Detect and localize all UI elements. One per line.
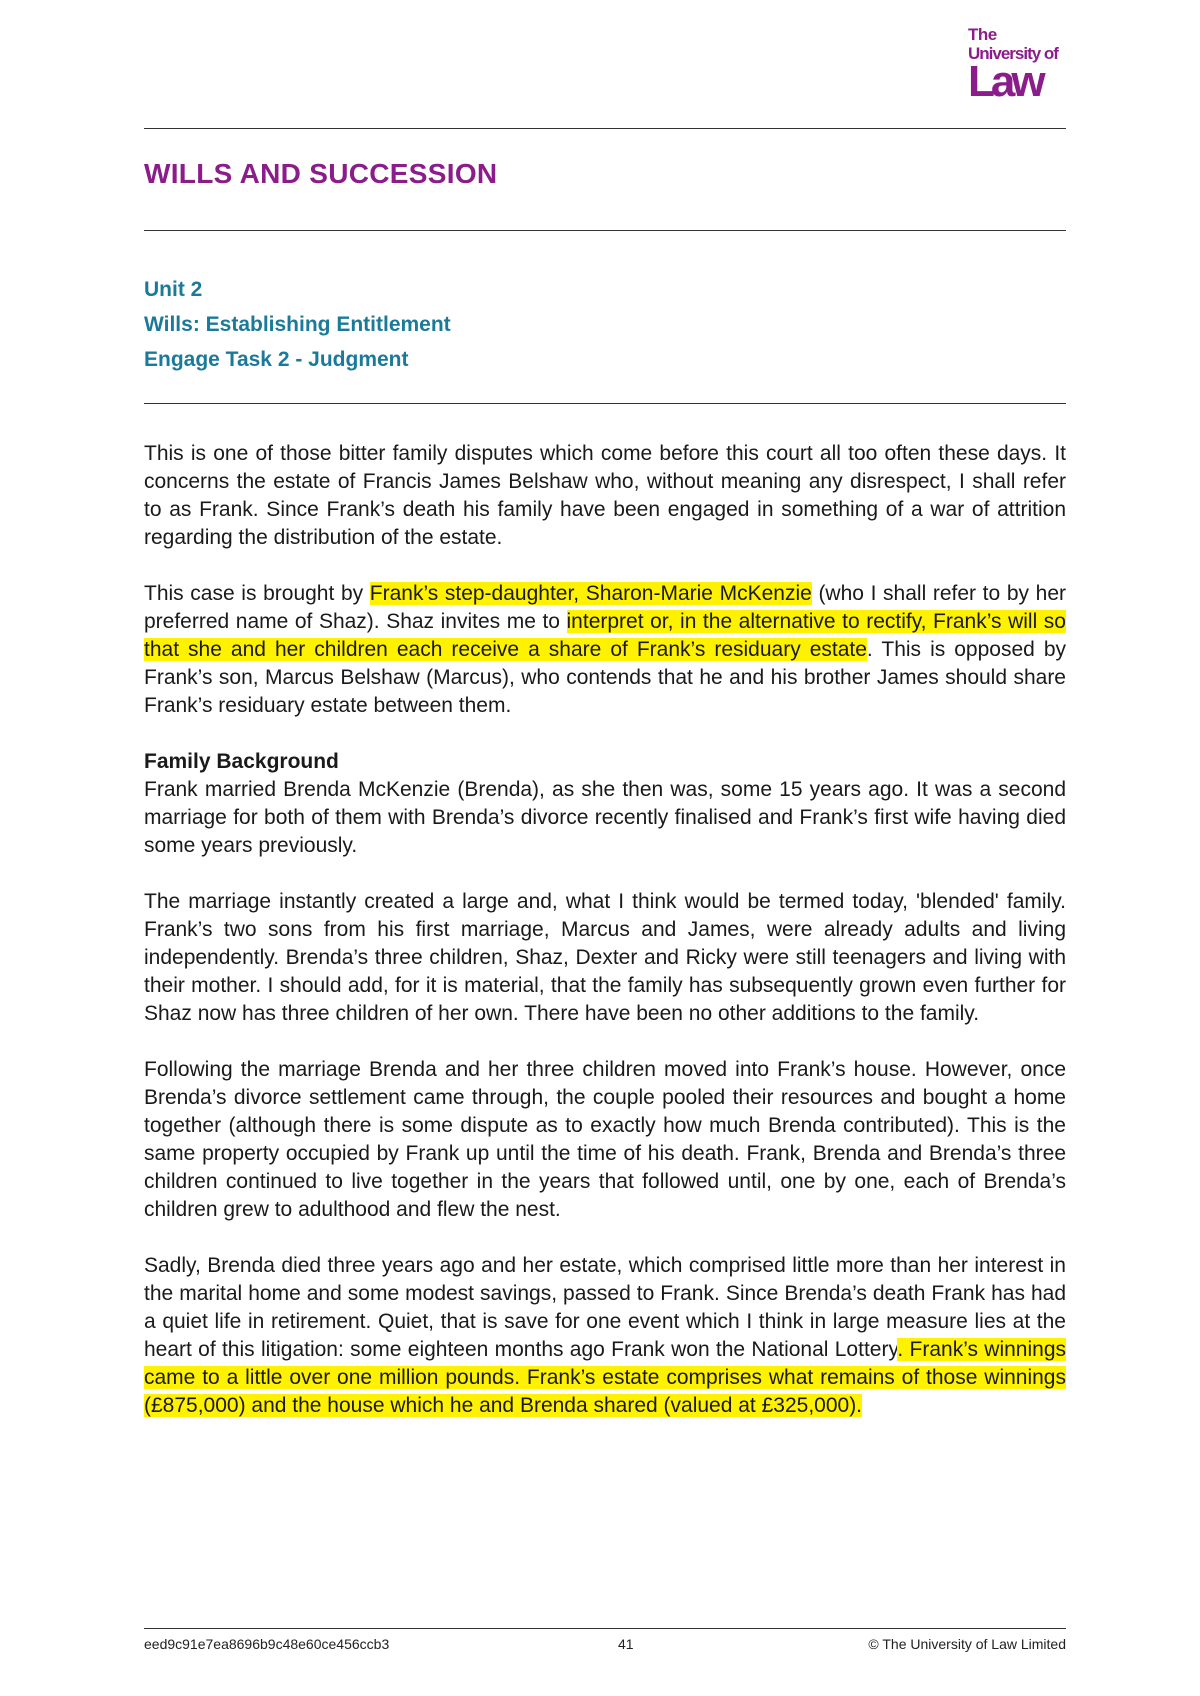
judgment-body (144, 440, 1066, 1448)
text-span: (who I shall refer to by her preferred name of Shaz). Shaz invites me to (144, 582, 1066, 633)
task-title: Engage Task 2 - Judgment (144, 348, 409, 371)
university-logo (968, 26, 1068, 104)
unit-number: Unit 2 (144, 278, 203, 301)
page-number: 41 (618, 1636, 634, 1652)
paragraph-4: The marriage instantly created a large and, what I think would be termed today, 'blended' family. Frank’s two sons from his first marriage, Marcus and James, were already adults and living independently. Brenda’s three children, Shaz, Dexter and Ricky were still teenagers and living with their mother. I should add, for it is material, that the family has subsequently grown even further for Shaz now has three children of her own. There have been no other additions to the family. (144, 890, 1066, 1025)
highlight-claim: interpret or, in the alternative to rectify, Frank’s will so that she and her children each receive a share of Frank’s residuary estate (144, 610, 1066, 661)
text-span: Sadly, Brenda died three years ago and her estate, which comprised little more than her interest in the marital home and some modest savings, passed to Frank. Since Brenda’s death Frank has had a quiet life in retirement. Quiet, that is save for one event which I think in large measure lies at the heart of this litigation: some eighteen months ago Frank won the National Lottery (144, 1254, 1066, 1361)
logo-line-2: University of (968, 44, 1058, 63)
logo-line-1: The (968, 25, 997, 44)
divider-unit (144, 403, 1066, 404)
paragraph-3: Frank married Brenda McKenzie (Brenda), as she then was, some 15 years ago. It was a second marriage for both of them with Brenda’s divorce recently finalised and Frank’s first wife having died some years previously. (144, 778, 1066, 857)
logo-line-3: Law (968, 57, 1042, 106)
paragraph-5: Following the marriage Brenda and her three children moved into Frank’s house. However, once Brenda’s divorce settlement came through, the couple pooled their resources and bought a home together (although there is some dispute as to exactly how much Brenda contributed). This is the same property occupied by Frank up until the time of his death. Frank, Brenda and Brenda’s three children continued to live together in the years that followed until, one by one, each of Brenda’s children grew to adulthood and flew the nest. (144, 1058, 1066, 1221)
paragraph-6 (144, 1252, 1066, 1420)
unit-subtitle: Wills: Establishing Entitlement (144, 313, 451, 336)
section-heading: Family Background (144, 750, 339, 773)
divider-title (144, 230, 1066, 231)
divider-footer (144, 1628, 1066, 1629)
highlight-estate: . Frank’s winnings came to a little over one million pounds. Frank’s estate comprises what remains of those winnings (£875,000) and the house which he and Brenda shared (valued at £325,000). (144, 1338, 1066, 1417)
divider-top (144, 128, 1066, 129)
document-id: eed9c91e7ea8696b9c48e60ce456ccb3 (144, 1636, 390, 1652)
paragraph-2 (144, 580, 1066, 720)
unit-heading (144, 272, 451, 377)
copyright: © The University of Law Limited (868, 1636, 1066, 1652)
page-title: WILLS AND SUCCESSION (144, 158, 498, 189)
paragraph-1: This is one of those bitter family disputes which come before this court all too often these days. It concerns the estate of Francis James Belshaw who, without meaning any disrespect, I shall refer to as Frank. Since Frank’s death his family have been engaged in something of a war of attrition regarding the distribution of the estate. (144, 442, 1066, 549)
highlight-claimant: Frank’s step-daughter, Sharon-Marie McKenzie (369, 582, 812, 605)
text-span: . This is opposed by Frank’s son, Marcus Belshaw (Marcus), who contends that he and his brother James should share Frank’s residuary estate between them. (144, 638, 1067, 717)
text-span: This case is brought by (144, 582, 370, 605)
